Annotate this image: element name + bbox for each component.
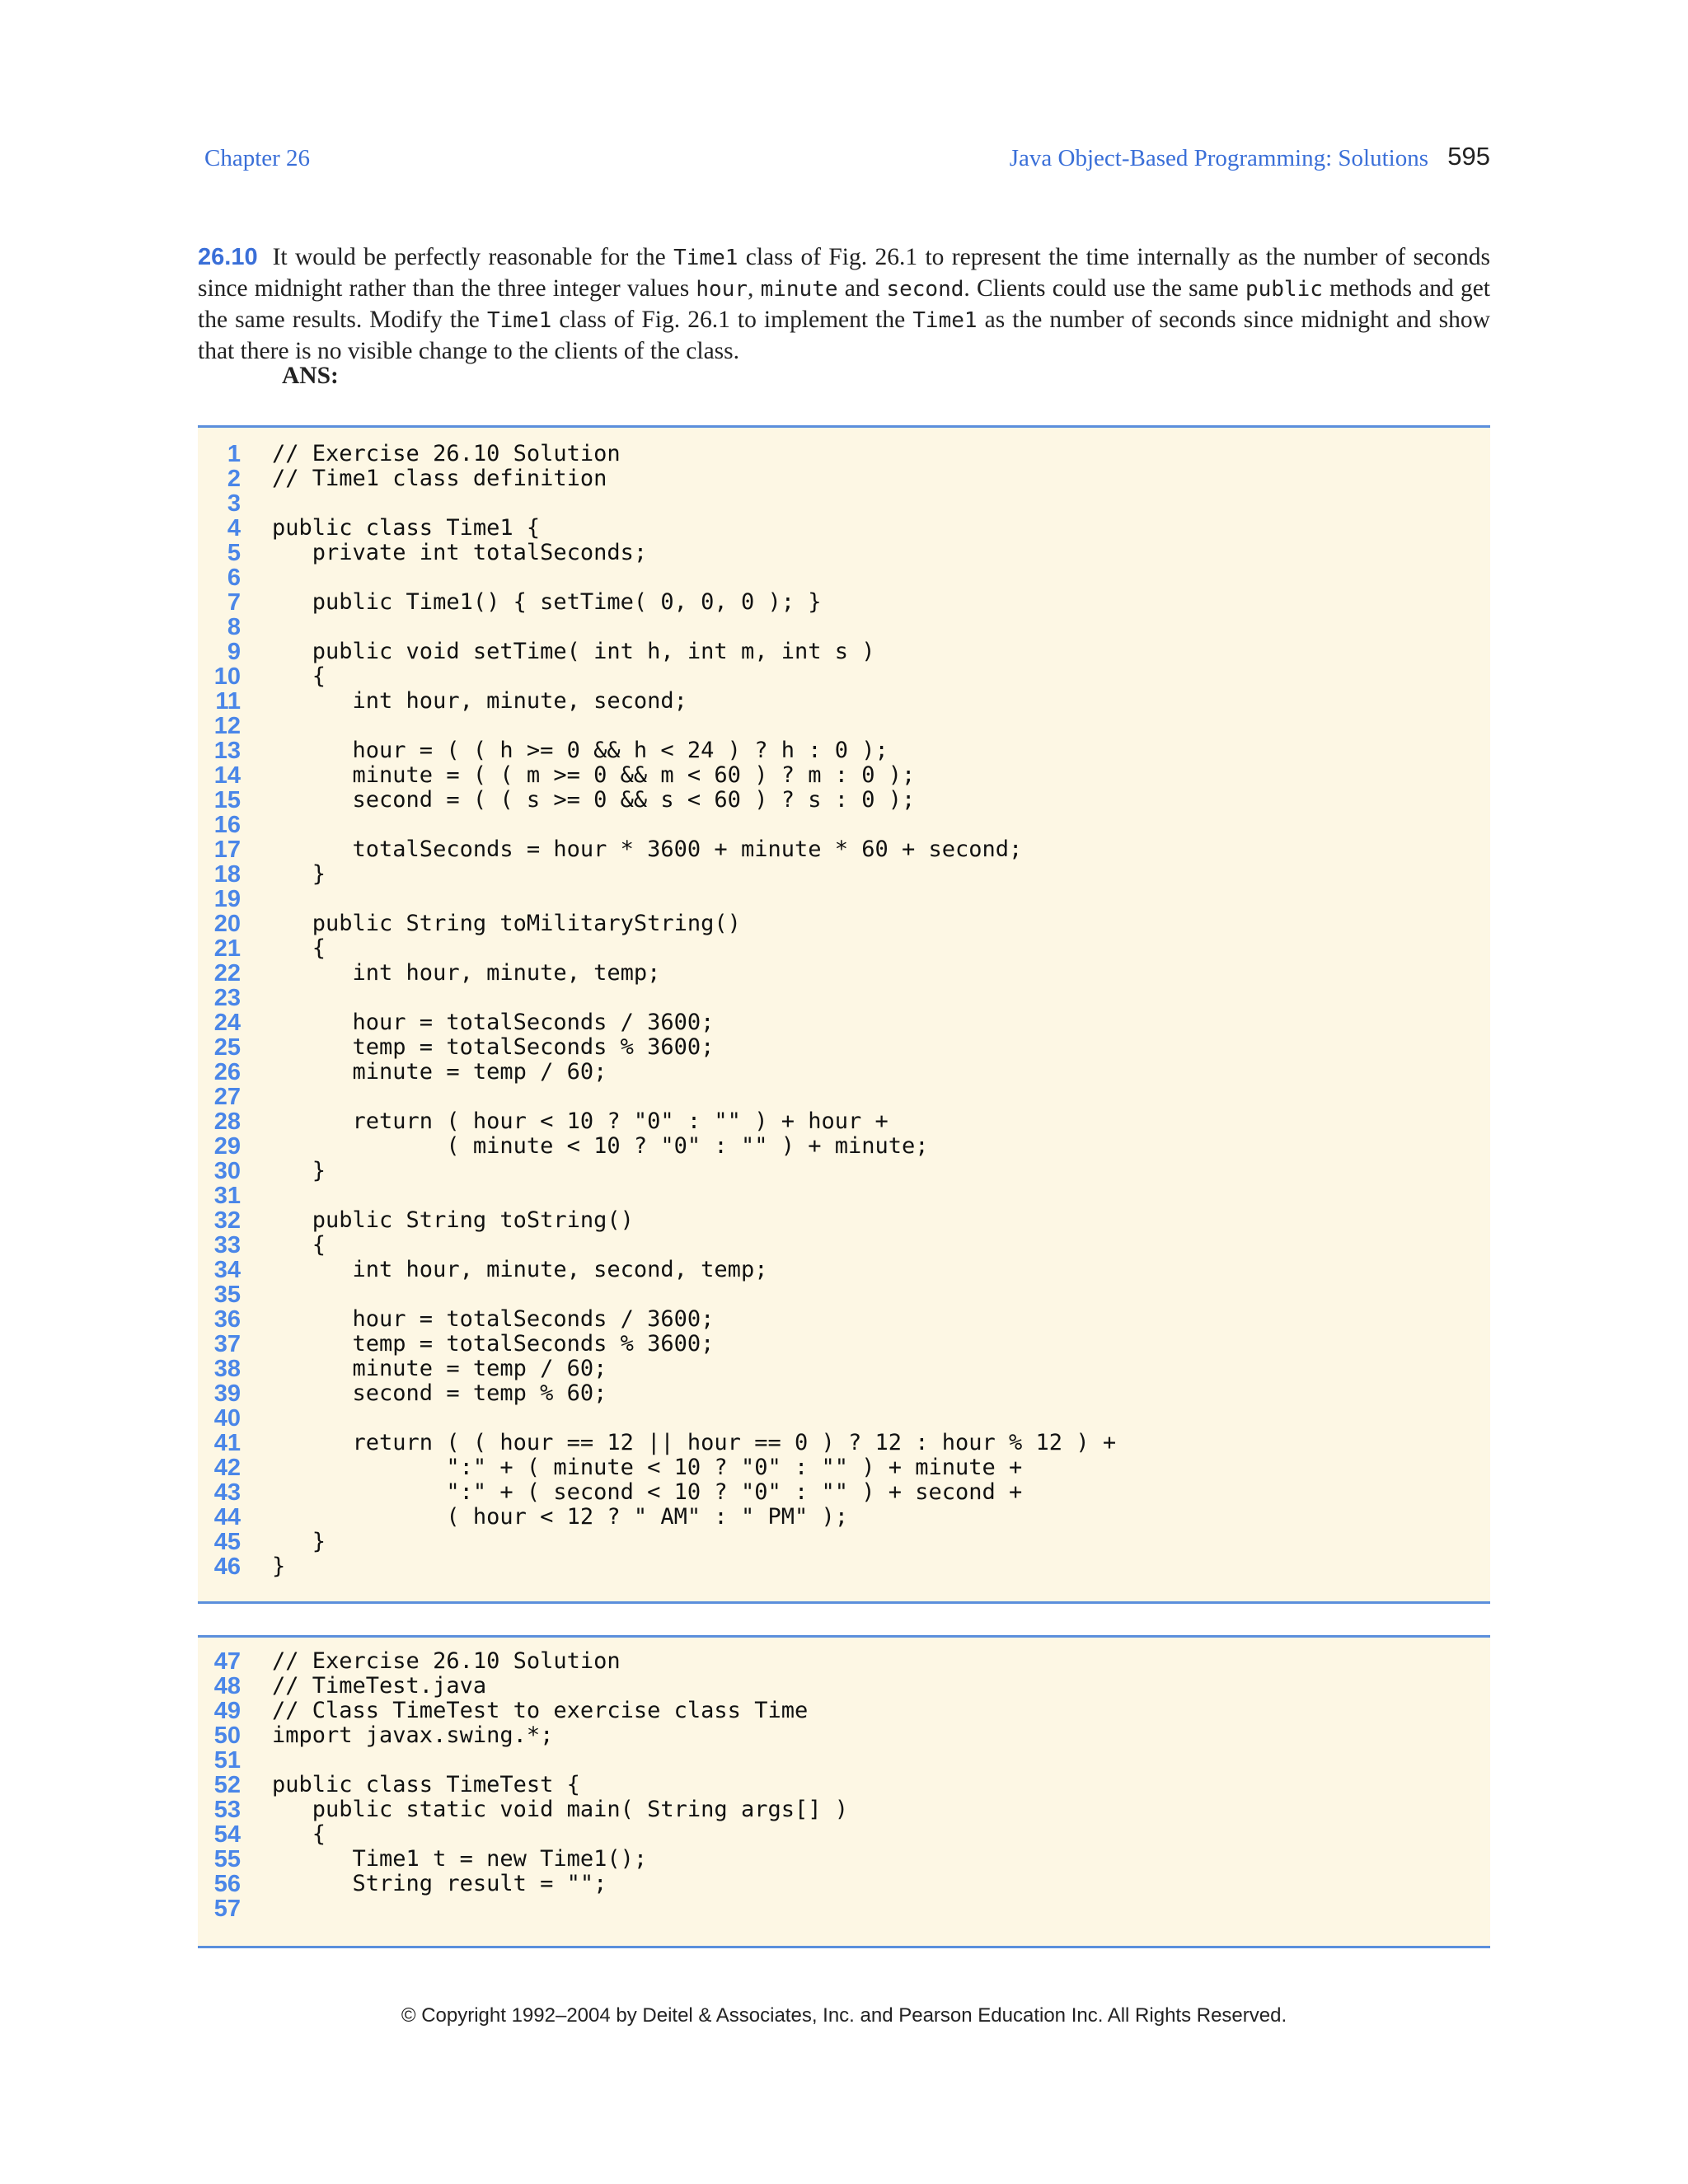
code-text: ( hour < 12 ? " AM" : " PM" ); <box>272 1504 848 1530</box>
code-line <box>198 1332 1490 1357</box>
line-number: 56 <box>213 1871 241 1897</box>
code-line <box>198 1723 1490 1748</box>
code-line <box>198 1060 1490 1085</box>
code-line <box>198 1357 1490 1381</box>
line-number: 12 <box>213 713 241 739</box>
code-text: minute = temp / 60; <box>272 1356 607 1381</box>
chapter-label: Chapter 26 <box>204 145 311 171</box>
line-number: 15 <box>213 787 241 813</box>
code-line <box>198 1307 1490 1332</box>
code-text: hour = totalSeconds / 3600; <box>272 1306 715 1332</box>
code-line <box>198 1505 1490 1530</box>
text-segment: class of Fig. 26.1 to implement the <box>551 307 913 333</box>
text-segment: It would be perfectly reasonable for the <box>272 244 674 270</box>
line-number: 36 <box>213 1306 241 1333</box>
line-number: 25 <box>213 1034 241 1061</box>
code-line <box>198 1554 1490 1579</box>
code-line <box>198 1896 1490 1921</box>
code-line <box>198 1649 1490 1674</box>
line-number: 33 <box>213 1232 241 1258</box>
code-text: // Class TimeTest to exercise class Time <box>272 1698 809 1723</box>
line-number: 51 <box>213 1747 241 1774</box>
code-text: } <box>272 1529 326 1554</box>
code-line <box>198 565 1490 590</box>
code-text: ":" + ( minute < 10 ? "0" : "" ) + minute + <box>272 1455 1023 1480</box>
code-text: { <box>272 1821 326 1847</box>
inline-code: Time1 <box>673 246 738 270</box>
line-number: 49 <box>213 1698 241 1724</box>
chapter-title: Java Object-Based Programming: Solutions <box>1009 145 1428 171</box>
running-header <box>204 140 1490 176</box>
code-text: hour = totalSeconds / 3600; <box>272 1010 715 1035</box>
code-text: } <box>272 1158 326 1183</box>
code-text: public String toString() <box>272 1207 634 1233</box>
code-text: String result = ""; <box>272 1871 607 1896</box>
code-line <box>198 862 1490 887</box>
code-text: return ( hour < 10 ? "0" : "" ) + hour + <box>272 1108 889 1134</box>
code-line <box>198 887 1490 912</box>
code-text: int hour, minute, second, temp; <box>272 1257 768 1282</box>
code-line <box>198 788 1490 813</box>
line-number: 24 <box>213 1010 241 1036</box>
code-text: int hour, minute, second; <box>272 688 687 714</box>
code-line <box>198 1773 1490 1797</box>
code-line <box>198 1183 1490 1208</box>
line-number: 20 <box>213 911 241 937</box>
code-line <box>198 986 1490 1010</box>
code-line <box>198 1159 1490 1183</box>
code-line <box>198 689 1490 714</box>
line-number: 53 <box>213 1797 241 1823</box>
line-number: 44 <box>213 1504 241 1530</box>
code-line <box>198 1282 1490 1307</box>
code-text: // Exercise 26.10 Solution <box>272 441 621 466</box>
code-text: int hour, minute, temp; <box>272 960 661 986</box>
code-line <box>198 1208 1490 1233</box>
code-line <box>198 541 1490 565</box>
line-number: 29 <box>213 1133 241 1160</box>
line-number: 22 <box>213 960 241 987</box>
code-text: ( minute < 10 ? "0" : "" ) + minute; <box>272 1133 929 1159</box>
code-text: ":" + ( second < 10 ? "0" : "" ) + second + <box>272 1479 1023 1505</box>
line-number: 50 <box>213 1722 241 1749</box>
code-line <box>198 1035 1490 1060</box>
code-text: public Time1() { setTime( 0, 0, 0 ); } <box>272 589 822 615</box>
line-number: 28 <box>213 1108 241 1135</box>
code-line <box>198 1134 1490 1159</box>
line-number: 26 <box>213 1059 241 1085</box>
line-number: 47 <box>213 1648 241 1675</box>
text-segment: and <box>837 275 887 302</box>
code-line <box>198 1381 1490 1406</box>
line-number: 21 <box>213 935 241 962</box>
code-line <box>198 1847 1490 1872</box>
line-number: 35 <box>213 1282 241 1308</box>
line-number: 16 <box>213 812 241 838</box>
line-number: 40 <box>213 1405 241 1432</box>
code-text: public class Time1 { <box>272 515 541 541</box>
line-number: 17 <box>213 837 241 863</box>
code-line <box>198 1748 1490 1773</box>
line-number: 30 <box>213 1158 241 1184</box>
code-listing-timetest <box>198 1635 1490 1948</box>
inline-code: public <box>1245 277 1323 302</box>
code-line <box>198 466 1490 491</box>
code-line <box>198 912 1490 936</box>
exercise-text <box>198 244 1490 364</box>
text-segment: as the number of seconds since midnight and show that there is no visible change to the clients of the class. <box>198 307 1490 364</box>
code-line <box>198 442 1490 466</box>
line-number: 6 <box>227 565 241 591</box>
line-number: 1 <box>227 441 241 467</box>
line-number: 9 <box>227 639 241 665</box>
code-line <box>198 615 1490 640</box>
inline-code: minute <box>760 277 838 302</box>
line-number: 43 <box>213 1479 241 1506</box>
line-number: 7 <box>227 589 241 616</box>
line-number: 23 <box>213 985 241 1011</box>
code-text: private int totalSeconds; <box>272 540 648 565</box>
text-segment: , <box>748 275 761 302</box>
line-number: 57 <box>213 1896 241 1922</box>
code-line <box>198 738 1490 763</box>
text-segment: methods and get the same results. Modify the <box>198 275 1491 333</box>
code-line <box>198 837 1490 862</box>
code-text: minute = ( ( m >= 0 && m < 60 ) ? m : 0 ); <box>272 762 916 788</box>
code-text: public void setTime( int h, int m, int s ) <box>272 639 875 664</box>
line-number: 42 <box>213 1455 241 1481</box>
code-line <box>198 1406 1490 1431</box>
code-text: Time1 t = new Time1(); <box>272 1846 648 1872</box>
code-text: public String toMilitaryString() <box>272 911 741 936</box>
code-text: public class TimeTest { <box>272 1772 580 1797</box>
inline-code: Time1 <box>912 308 978 333</box>
code-text: hour = ( ( h >= 0 && h < 24 ) ? h : 0 ); <box>272 738 889 763</box>
code-line <box>198 1258 1490 1282</box>
line-number: 52 <box>213 1772 241 1798</box>
line-number: 45 <box>213 1529 241 1555</box>
code-text: import javax.swing.*; <box>272 1722 554 1748</box>
line-number: 11 <box>215 688 241 715</box>
code-line <box>198 714 1490 738</box>
line-number: 5 <box>227 540 241 566</box>
line-number: 46 <box>213 1554 241 1580</box>
code-line <box>198 1010 1490 1035</box>
inline-code: hour <box>696 277 748 302</box>
line-number: 55 <box>213 1846 241 1872</box>
code-text: // Exercise 26.10 Solution <box>272 1648 621 1674</box>
line-number: 2 <box>227 466 241 492</box>
code-line <box>198 1455 1490 1480</box>
code-text: second = ( ( s >= 0 && s < 60 ) ? s : 0 ); <box>272 787 916 813</box>
text-segment: . Clients could use the same <box>964 275 1245 302</box>
code-line <box>198 664 1490 689</box>
code-listing-time1 <box>198 425 1490 1604</box>
line-number: 19 <box>213 886 241 912</box>
code-line <box>198 590 1490 615</box>
code-line <box>198 763 1490 788</box>
line-number: 13 <box>213 738 241 764</box>
line-number: 31 <box>213 1183 241 1209</box>
line-number: 34 <box>213 1257 241 1283</box>
line-number: 3 <box>227 490 241 517</box>
line-number: 27 <box>213 1084 241 1110</box>
line-number: 14 <box>213 762 241 789</box>
code-line <box>198 1109 1490 1134</box>
code-line <box>198 1797 1490 1822</box>
code-text: totalSeconds = hour * 3600 + minute * 60 + second; <box>272 837 1023 862</box>
copyright-footer: © Copyright 1992–2004 by Deitel & Associates, Inc. and Pearson Education Inc. All Rights Reserved. <box>401 2004 1287 2027</box>
code-text: } <box>272 1554 286 1579</box>
code-text: return ( ( hour == 12 || hour == 0 ) ? 12 : hour % 12 ) + <box>272 1430 1117 1455</box>
code-line <box>198 936 1490 961</box>
code-text: { <box>272 1232 326 1258</box>
line-number: 48 <box>213 1673 241 1699</box>
inline-code: Time1 <box>486 308 552 333</box>
code-line <box>198 1872 1490 1896</box>
code-text: temp = totalSeconds % 3600; <box>272 1331 715 1357</box>
text-segment: class of Fig. 26.1 to represent the time internally as the number of seconds since midnight rather than the three integer values <box>198 244 1490 302</box>
code-line <box>198 1480 1490 1505</box>
code-line <box>198 640 1490 664</box>
line-number: 37 <box>213 1331 241 1357</box>
line-number: 54 <box>213 1821 241 1848</box>
line-number: 18 <box>213 861 241 888</box>
code-line <box>198 1822 1490 1847</box>
answer-label: ANS: <box>282 363 339 389</box>
line-number: 41 <box>213 1430 241 1456</box>
code-text: minute = temp / 60; <box>272 1059 607 1085</box>
line-number: 39 <box>213 1380 241 1407</box>
code-line <box>198 961 1490 986</box>
code-text: temp = totalSeconds % 3600; <box>272 1034 715 1060</box>
line-number: 10 <box>213 663 241 690</box>
code-text: } <box>272 861 326 887</box>
code-text: // Time1 class definition <box>272 466 607 491</box>
code-line <box>198 813 1490 837</box>
code-line <box>198 1674 1490 1699</box>
page-number: 595 <box>1447 142 1490 171</box>
code-line <box>198 1085 1490 1109</box>
line-number: 8 <box>227 614 241 640</box>
code-line <box>198 491 1490 516</box>
code-text: { <box>272 663 326 689</box>
inline-code: second <box>886 277 964 302</box>
line-number: 32 <box>213 1207 241 1234</box>
code-text: second = temp % 60; <box>272 1380 607 1406</box>
code-line <box>198 516 1490 541</box>
line-number: 4 <box>227 515 241 541</box>
line-number: 38 <box>213 1356 241 1382</box>
code-text: public static void main( String args[] ) <box>272 1797 848 1822</box>
code-text: { <box>272 935 326 961</box>
exercise-paragraph <box>198 242 1490 367</box>
code-text: // TimeTest.java <box>272 1673 487 1699</box>
code-line <box>198 1431 1490 1455</box>
exercise-number: 26.10 <box>198 244 258 270</box>
code-line <box>198 1699 1490 1723</box>
code-line <box>198 1530 1490 1554</box>
code-line <box>198 1233 1490 1258</box>
